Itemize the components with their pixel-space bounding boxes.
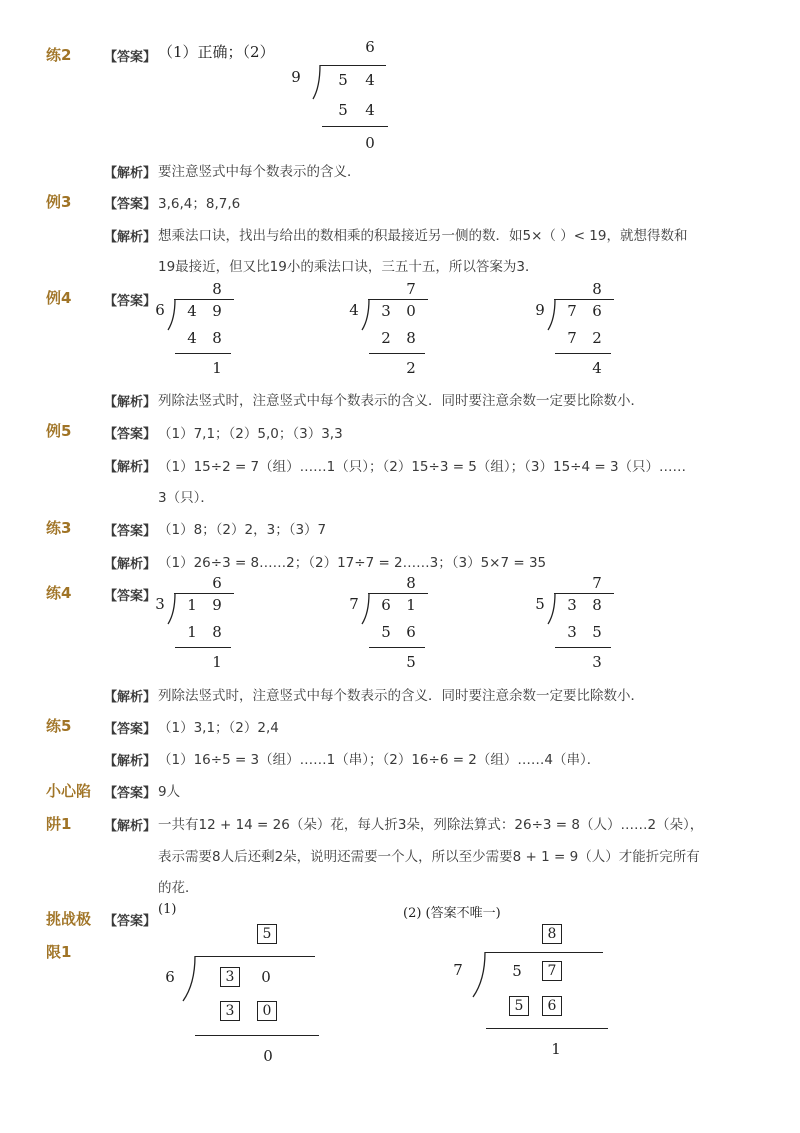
subtraction-line (175, 353, 231, 354)
quotient: 8 (212, 280, 222, 298)
dividend-digit: 3 (381, 302, 391, 320)
lian3-analysis: （1）26÷3 = 8……2；（2）17÷7 = 2……3；（3）5×7 = 35 (158, 555, 547, 571)
bracket-top-line (368, 593, 428, 594)
challenge-part2-label: (2) (答案不唯一) (403, 906, 501, 921)
dividend-digit: 9 (212, 596, 222, 614)
section-label-challenge-a: 挑战极 (46, 910, 92, 928)
bracket-curve (167, 299, 177, 331)
divisor: 7 (349, 595, 359, 613)
bracket-curve (361, 593, 371, 625)
bracket-top-line (485, 952, 603, 953)
lian5-answer: （1）3,1；（2）2,4 (158, 720, 279, 736)
dividend-digit: 1 (187, 596, 197, 614)
dividend-digit: 7 (567, 302, 577, 320)
product-digit: 8 (406, 329, 416, 347)
li3-answer: 3,6,4；8,7,6 (158, 196, 241, 212)
answer-box: 3 (220, 967, 240, 987)
answer-tag: 【答案】 (104, 50, 157, 65)
section-label-lian3: 练3 (46, 519, 72, 537)
product-digit: 6 (406, 623, 416, 641)
section-label-li4: 例4 (46, 289, 72, 307)
quotient: 7 (406, 280, 416, 298)
li5-analysis-line1: （1）15÷2 = 7（组）……1（只）；（2）15÷3 = 5（组）；（3）15÷4 = 3（只）…… (158, 459, 687, 475)
quotient: 6 (212, 574, 222, 592)
product-digit: 5 (338, 101, 348, 119)
answer-tag: 【答案】 (104, 524, 157, 539)
dividend-digit: 1 (406, 596, 416, 614)
answer-box: 8 (542, 924, 562, 944)
li3-analysis-line1: 想乘法口诀，找出与给出的数相乘的积最接近另一侧的数．如5×（ ）< 19，就想得数和 (158, 228, 688, 244)
answer-tag: 【答案】 (104, 914, 157, 929)
product-digit: 3 (567, 623, 577, 641)
subtraction-line (369, 353, 425, 354)
remainder: 0 (263, 1047, 273, 1065)
section-label-challenge-b: 限1 (46, 943, 72, 961)
section-label-li3: 例3 (46, 193, 72, 211)
answer-tag: 【答案】 (104, 722, 157, 737)
bracket-top-line (174, 593, 234, 594)
product-digit: 2 (381, 329, 391, 347)
analysis-tag: 【解析】 (104, 460, 157, 475)
product-digit: 2 (592, 329, 602, 347)
product-digit: 4 (365, 101, 375, 119)
remainder: 3 (592, 653, 602, 671)
analysis-tag: 【解析】 (104, 230, 157, 245)
dividend-digit: 6 (381, 596, 391, 614)
bracket-top-line (554, 299, 614, 300)
bracket-curve (361, 299, 371, 331)
dividend-digit: 5 (338, 71, 348, 89)
divisor: 3 (155, 595, 165, 613)
answer-box: 0 (257, 1001, 277, 1021)
quotient: 6 (365, 38, 375, 56)
bracket-top-line (195, 956, 315, 957)
subtraction-line (175, 647, 231, 648)
subtraction-line (555, 353, 611, 354)
dividend-digit: 8 (592, 596, 602, 614)
section-label-lian4: 练4 (46, 584, 72, 602)
answer-box: 3 (220, 1001, 240, 1021)
li5-analysis-line2: 3（只）． (158, 490, 214, 506)
lian4-analysis: 列除法竖式时，注意竖式中每个数表示的含义．同时要注意余数一定要比除数小． (158, 688, 644, 704)
divisor: 6 (155, 301, 165, 319)
answer-box: 5 (509, 996, 529, 1016)
divisor: 9 (291, 68, 301, 86)
divisor: 7 (453, 961, 463, 979)
dividend-digit: 9 (212, 302, 222, 320)
bracket-curve (182, 956, 198, 1002)
bracket-curve (547, 593, 557, 625)
product-digit: 7 (567, 329, 577, 347)
analysis-tag: 【解析】 (104, 166, 157, 181)
lian2-analysis: 要注意竖式中每个数表示的含义． (158, 164, 361, 180)
analysis-tag: 【解析】 (104, 395, 157, 410)
dividend-digit: 4 (365, 71, 375, 89)
bracket-top-line (174, 299, 234, 300)
dividend-digit: 0 (261, 968, 271, 986)
product-digit: 8 (212, 623, 222, 641)
section-label-trap-a: 小心陷 (46, 782, 92, 800)
analysis-tag: 【解析】 (104, 754, 157, 769)
quotient: 8 (592, 280, 602, 298)
divisor: 6 (165, 968, 175, 986)
answer-box: 5 (257, 924, 277, 944)
bracket-curve (312, 65, 322, 100)
quotient: 7 (592, 574, 602, 592)
trap-answer: 9人 (158, 784, 181, 800)
section-label-li5: 例5 (46, 422, 72, 440)
remainder: 5 (406, 653, 416, 671)
bracket-top-line (554, 593, 614, 594)
trap-analysis-line2: 表示需要8人后还剩2朵，说明还需要一个人，所以至少需要8 + 1 = 9（人）才能折完所有 (158, 849, 700, 865)
product-digit: 4 (187, 329, 197, 347)
analysis-tag: 【解析】 (104, 819, 157, 834)
remainder: 2 (406, 359, 416, 377)
answer-box: 7 (542, 961, 562, 981)
dividend-digit: 6 (592, 302, 602, 320)
subtraction-line (555, 647, 611, 648)
li5-answer: （1）7,1；（2）5,0；（3）3,3 (158, 426, 343, 442)
bracket-curve (472, 952, 488, 998)
dividend-digit: 3 (567, 596, 577, 614)
product-digit: 5 (592, 623, 602, 641)
li3-analysis-line2: 19最接近，但又比19小的乘法口诀，三五十五，所以答案为3． (158, 259, 539, 275)
dividend-digit: 4 (187, 302, 197, 320)
lian2-answer: （1）正确；（2） (158, 43, 275, 61)
product-digit: 5 (381, 623, 391, 641)
dividend-digit: 0 (406, 302, 416, 320)
trap-analysis-line3: 的花． (158, 880, 199, 896)
remainder: 0 (365, 134, 375, 152)
answer-tag: 【答案】 (104, 197, 157, 212)
trap-analysis-line1: 一共有12 + 14 = 26（朵）花，每人折3朵，列除法算式：26÷3 = 8（人）……2（朵）， (158, 817, 704, 833)
divisor: 4 (349, 301, 359, 319)
li4-analysis: 列除法竖式时，注意竖式中每个数表示的含义．同时要注意余数一定要比除数小． (158, 393, 644, 409)
bracket-top-line (368, 299, 428, 300)
answer-box: 6 (542, 996, 562, 1016)
section-label-lian2: 练2 (46, 46, 72, 64)
remainder: 4 (592, 359, 602, 377)
product-digit: 8 (212, 329, 222, 347)
quotient: 8 (406, 574, 416, 592)
divisor: 5 (535, 595, 545, 613)
subtraction-line (486, 1028, 608, 1029)
section-label-lian5: 练5 (46, 717, 72, 735)
answer-tag: 【答案】 (104, 786, 157, 801)
bracket-curve (547, 299, 557, 331)
bracket-curve (167, 593, 177, 625)
bracket-top-line (320, 65, 386, 66)
answer-tag: 【答案】 (104, 294, 157, 309)
remainder: 1 (551, 1040, 561, 1058)
section-label-trap-b: 阱1 (46, 815, 72, 833)
analysis-tag: 【解析】 (104, 690, 157, 705)
lian3-answer: （1）8；（2）2，3；（3）7 (158, 522, 327, 538)
answer-tag: 【答案】 (104, 427, 157, 442)
lian5-analysis: （1）16÷5 = 3（组）……1（串）；（2）16÷6 = 2（组）……4（串）． (158, 752, 601, 768)
remainder: 1 (212, 359, 222, 377)
remainder: 1 (212, 653, 222, 671)
challenge-part1-label: (1) (158, 902, 177, 917)
divisor: 9 (535, 301, 545, 319)
subtraction-line (322, 126, 388, 127)
analysis-tag: 【解析】 (104, 557, 157, 572)
answer-tag: 【答案】 (104, 589, 157, 604)
dividend-digit: 5 (512, 962, 522, 980)
subtraction-line (369, 647, 425, 648)
subtraction-line (195, 1035, 319, 1036)
product-digit: 1 (187, 623, 197, 641)
